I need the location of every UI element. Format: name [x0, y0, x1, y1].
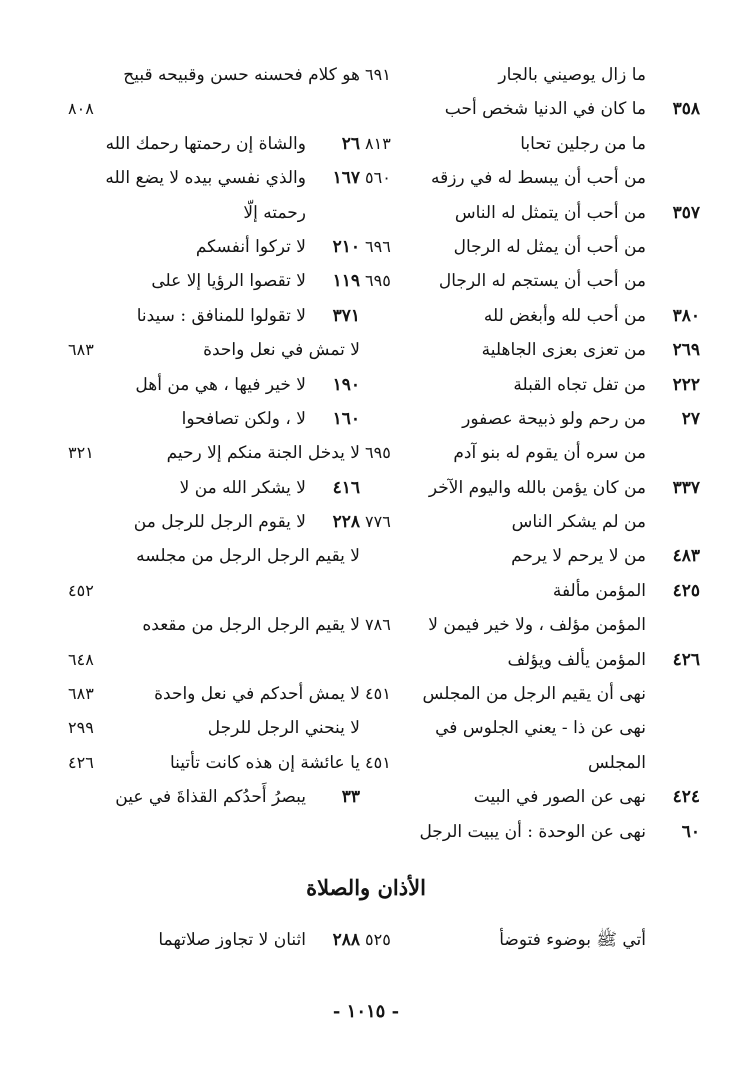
index-column-right [365, 58, 700, 849]
entry-text: أتي ﷺ بوضوء فتوضأ [499, 930, 646, 950]
entry-text: والشاة إن رحمتها رحمك الله [105, 133, 306, 154]
entry-text: نهى عن الصور في البيت [473, 787, 646, 808]
entry-number: ٣٣ [341, 787, 360, 808]
entry-text: رحمته إلّا [243, 202, 306, 223]
index-entry [40, 333, 360, 367]
entry-number: ٤١٦ [332, 477, 360, 498]
index-entry [40, 58, 360, 92]
index-entry [365, 58, 700, 92]
entry-number: ٤٢٥ [672, 580, 700, 601]
index-entry [40, 368, 360, 402]
entry-text: من أحب أن يستجم له الرجال [438, 271, 646, 292]
index-entry [40, 402, 360, 436]
entry-number: ٣٥٨ [672, 99, 700, 120]
entry-page-ref: ٤٢٦ [68, 752, 94, 772]
section-heading: الأذان والصلاة [306, 875, 426, 900]
entry-text: لا ينحني الرجل للرجل [207, 718, 360, 739]
entry-text: نهى أن يقيم الرجل من المجلس [422, 684, 646, 705]
entry-page-ref: ٧٨٦ [365, 615, 391, 635]
entry-text: من تعزى بعزى الجاهلية [481, 340, 646, 361]
index-entry [365, 677, 700, 711]
index-entry [365, 920, 700, 960]
index-entry [365, 471, 700, 505]
index-entry [365, 333, 700, 367]
index-entry [40, 264, 360, 298]
entry-text: نهى عن الوحدة : أن يبيت الرجل [419, 821, 646, 842]
entry-page-ref: ٣٢١ [68, 443, 94, 463]
index-entry [40, 574, 360, 608]
index-entry [365, 711, 700, 745]
entry-page-ref: ٦٨٣ [68, 684, 94, 704]
entry-text: المؤمن مألفة [552, 580, 646, 601]
entry-number: ٣٧١ [332, 305, 360, 326]
index-entry [40, 711, 360, 745]
entry-page-ref: ٤٥١ [365, 684, 391, 704]
index-entry [40, 230, 360, 264]
entry-text: من أحب لله وأبغض لله [483, 305, 646, 326]
entry-text: لا تقولوا للمنافق : سيدنا [136, 305, 306, 326]
index-entry [40, 780, 360, 814]
index-entry [365, 815, 700, 849]
index-entry [365, 127, 700, 161]
entry-number: ١١٩ [332, 271, 360, 292]
entry-text: من تفل تجاه القبلة [513, 374, 646, 395]
entry-number: ٢٦٩ [672, 340, 700, 361]
entry-text: لا خير فيها ، هي من أهل [135, 374, 306, 395]
entry-text: لا تركوا أنفسكم [195, 236, 306, 257]
index-entry [365, 505, 700, 539]
index-entry [365, 368, 700, 402]
index-column-left [40, 58, 360, 815]
index-entry [40, 92, 360, 126]
entry-number: ٦٠ [681, 821, 700, 842]
index-entry [40, 643, 360, 677]
index-entry [40, 677, 360, 711]
entry-page-ref: ٦٩١ [365, 65, 391, 84]
entry-text: المجلس [587, 752, 646, 773]
index-entry [365, 436, 700, 470]
entry-text: لا يمش أحدكم في نعل واحدة [154, 684, 360, 705]
entry-page-ref: ٤٥٢ [68, 580, 94, 600]
index-entry [40, 920, 360, 960]
entry-text: من سره أن يقوم له بنو آدم [453, 443, 646, 464]
entry-text: ما من رجلين تحابا [520, 133, 646, 154]
entry-number: ٢٢٨ [332, 512, 360, 533]
page-number: - ١٠١٥ - [332, 1001, 400, 1022]
entry-text: اثنان لا تجاوز صلاتهما [158, 930, 306, 950]
entry-text: المؤمن مؤلف ، ولا خير فيمن لا [428, 615, 646, 636]
index-entry [365, 608, 700, 642]
entry-text: المؤمن يألف ويؤلف [507, 649, 646, 670]
entry-page-ref: ٦٨٣ [68, 340, 94, 360]
index-entry [365, 780, 700, 814]
entry-page-ref: ٦٩٦ [365, 236, 391, 256]
entry-number: ١٦٠ [332, 408, 360, 429]
index-entry [365, 161, 700, 195]
index-entry [40, 539, 360, 573]
entry-page-ref: ٦٩٥ [365, 443, 391, 463]
entry-page-ref: ٥٦٠ [365, 168, 391, 188]
entry-text: والذي نفسي بيده لا يضع الله [105, 168, 306, 189]
entry-number: ٣٥٧ [672, 202, 700, 223]
entry-text: لا يشكر الله من لا [179, 477, 306, 498]
entry-page-ref: ٨٠٨ [68, 99, 94, 119]
entry-text: نهى عن ذا - يعني الجلوس في [435, 718, 646, 739]
entry-number: ٤٨٣ [672, 546, 700, 567]
entry-page-ref: ٤٥١ [365, 752, 391, 772]
entry-text: لا ، ولكن تصافحوا [181, 408, 306, 429]
entry-text: لا يدخل الجنة منكم إلا رحيم [166, 443, 360, 464]
entry-number: ١٩٠ [332, 374, 360, 395]
index-entry [365, 643, 700, 677]
index-entry [365, 299, 700, 333]
entry-text: من لم يشكر الناس [511, 512, 646, 533]
index-entry [365, 402, 700, 436]
index-entry [40, 299, 360, 333]
entry-text: من كان يؤمن بالله واليوم الآخر [428, 477, 646, 498]
entry-number: ١٦٧ [332, 168, 360, 189]
entry-text: لا يقوم الرجل للرجل من [133, 512, 306, 533]
index-entry [40, 436, 360, 470]
index-entry [365, 746, 700, 780]
entry-number: ٢٧ [681, 408, 700, 429]
entry-text: ما زال يوصيني بالجار [498, 65, 646, 85]
entry-text: لا تقصوا الرؤيا إلا على [151, 271, 306, 292]
entry-text: من أحب أن يمثل له الرجال [453, 236, 646, 257]
index-entry [40, 505, 360, 539]
entry-page-ref: ٨١٣ [365, 133, 391, 153]
entry-text: من أحب أن يبسط له في رزقه [430, 168, 646, 189]
entry-text: ما كان في الدنيا شخص أحب [444, 99, 646, 120]
index-entry [40, 127, 360, 161]
entry-number: ٢١٠ [332, 236, 360, 257]
entry-number: ٣٣٧ [672, 477, 700, 498]
entry-number: ٤٢٦ [672, 649, 700, 670]
entry-page-ref: ٢٩٩ [68, 718, 94, 738]
entry-text: لا يقيم الرجل الرجل من مقعده [142, 615, 360, 636]
entry-text: يبصرُ أَحدُكم القذاةَ في عين [115, 787, 306, 808]
entry-page-ref: ٥٢٥ [365, 930, 391, 949]
index-entry [40, 471, 360, 505]
index-entry [40, 196, 360, 230]
entry-number: ٢٦ [341, 133, 360, 154]
entry-text: من رحم ولو ذبيحة عصفور [462, 408, 646, 429]
entry-number: ٢٢٢ [672, 374, 700, 395]
index-entry [365, 264, 700, 298]
entry-text: لا تمش في نعل واحدة [203, 340, 360, 361]
index-entry [365, 539, 700, 573]
index-entry [365, 574, 700, 608]
entry-text: يا عائشة إن هذه كانت تأتينا [169, 752, 360, 773]
index-entry [365, 230, 700, 264]
index-entry [40, 608, 360, 642]
entry-page-ref: ٧٧٦ [365, 512, 391, 532]
entry-page-ref: ٦٤٨ [68, 649, 94, 669]
index-entry [40, 746, 360, 780]
index-entry [365, 196, 700, 230]
entry-text: هو كلام فحسنه حسن وقبيحه قبيح [123, 65, 360, 85]
entry-number: ٢٨٨ [332, 930, 360, 950]
index-entry [40, 161, 360, 195]
entry-page-ref: ٦٩٥ [365, 271, 391, 291]
entry-number: ٤٢٤ [672, 787, 700, 808]
entry-number: ٣٨٠ [672, 305, 700, 326]
entry-text: لا يقيم الرجل الرجل من مجلسه [136, 546, 360, 567]
index-entry [365, 92, 700, 126]
entry-text: من أحب أن يتمثل له الناس [454, 202, 646, 223]
entry-text: من لا يرحم لا يرحم [511, 546, 646, 567]
